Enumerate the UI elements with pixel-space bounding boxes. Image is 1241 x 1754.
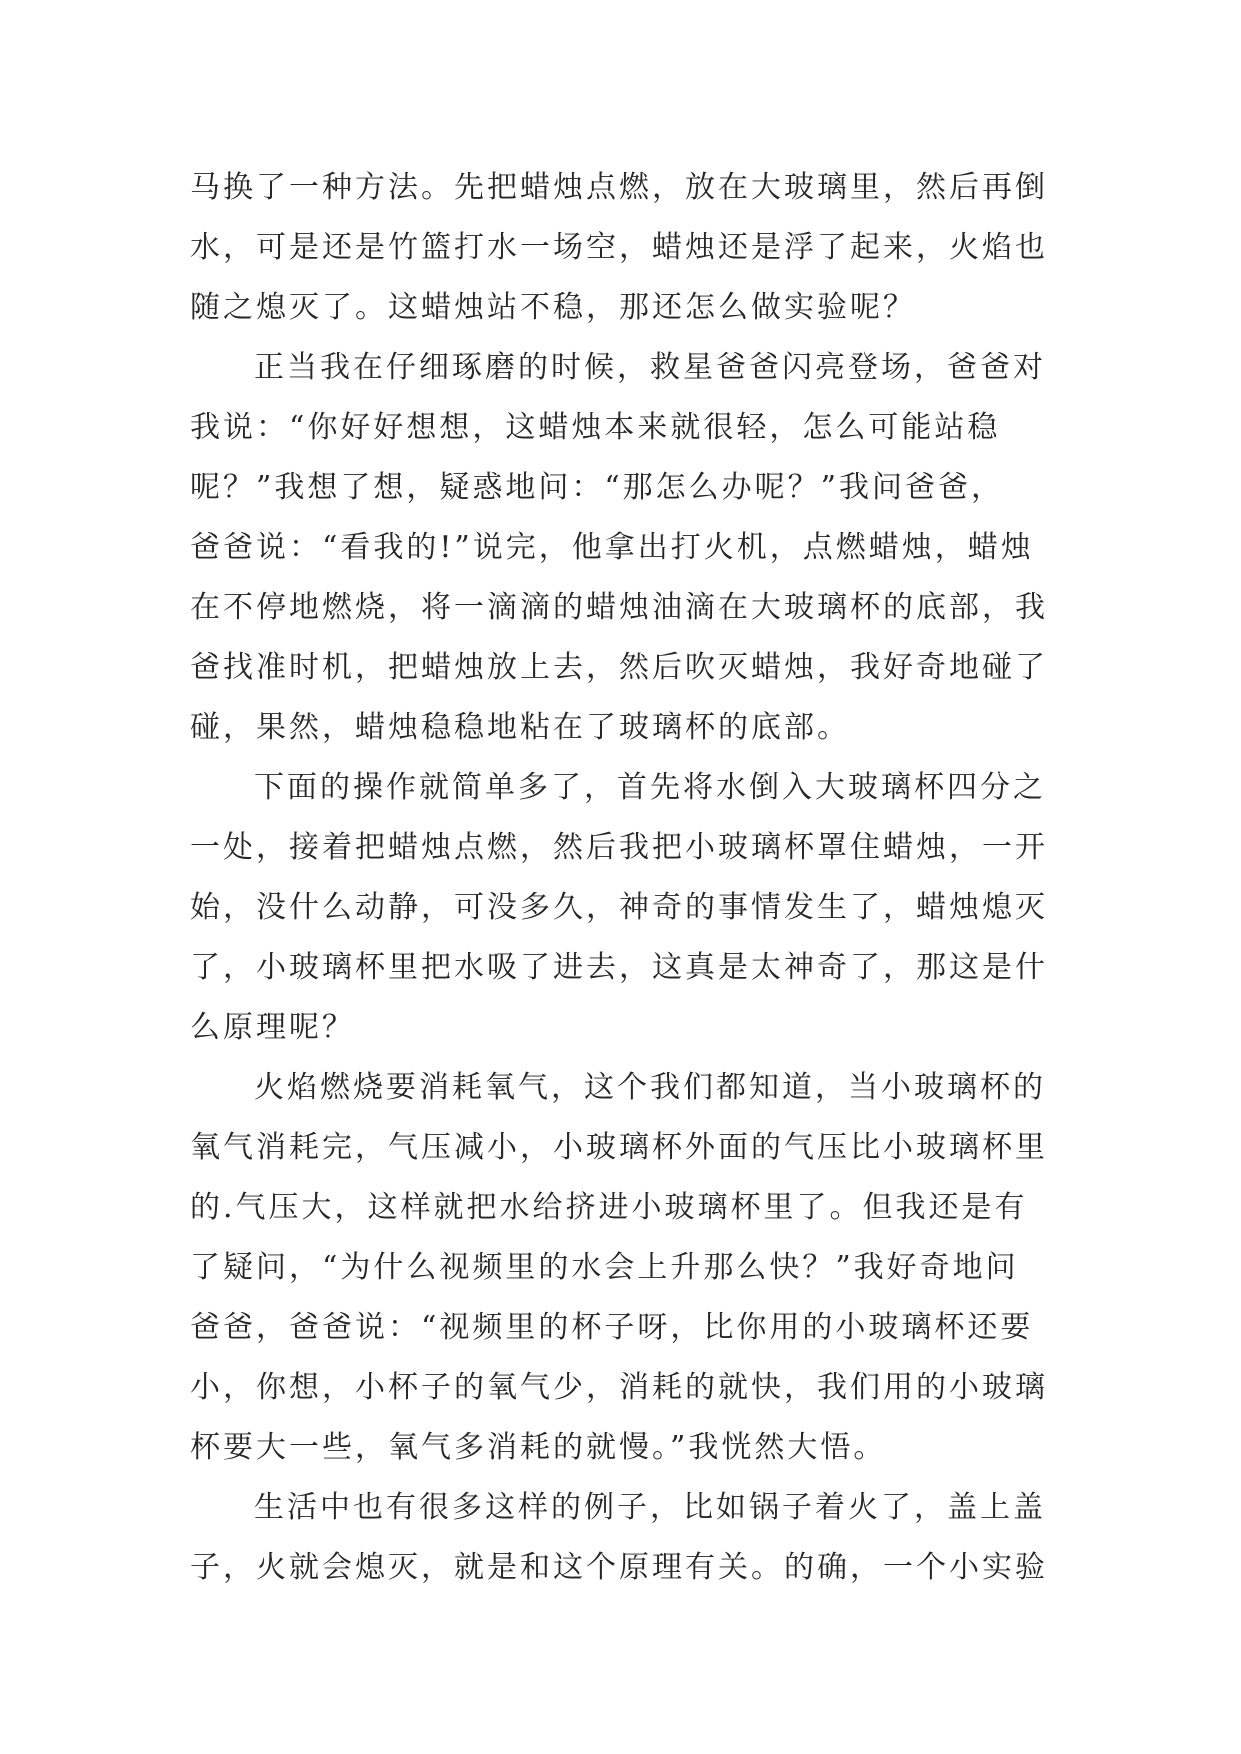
text-line: 水，可是还是竹篮打水一场空，蜡烛还是浮了起来，火焰也 [190, 230, 1048, 265]
text-line: 爸爸，爸爸说：“视频里的杯子呀，比你用的小玻璃杯还要 [190, 1310, 1034, 1345]
text-line: 在不停地燃烧，将一滴滴的蜡烛油滴在大玻璃杯的底部，我 [190, 590, 1048, 625]
text-line: 的.气压大，这样就把水给挤进小玻璃杯里了。但我还是有 [190, 1190, 1028, 1225]
text-line: 马换了一种方法。先把蜡烛点燃，放在大玻璃里，然后再倒 [190, 170, 1048, 205]
body-text [190, 158, 1050, 1598]
text-line: 始，没什么动静，可没多久，神奇的事情发生了，蜡烛熄灭 [190, 890, 1048, 925]
paragraph [190, 158, 1050, 338]
text-line: 小，你想，小杯子的氧气少，消耗的就快，我们用的小玻璃 [190, 1370, 1048, 1405]
text-line: 生活中也有很多这样的例子，比如锅子着火了，盖上盖 [254, 1490, 1046, 1525]
text-line: 随之熄灭了。这蜡烛站不稳，那还怎么做实验呢？ [190, 290, 916, 325]
text-line: 正当我在仔细琢磨的时候，救星爸爸闪亮登场，爸爸对 [254, 350, 1046, 385]
paragraph [190, 338, 1050, 758]
text-line: 子，火就会熄灭，就是和这个原理有关。的确，一个小实验 [190, 1550, 1048, 1585]
text-line: 爸爸说：“看我的!”说完，他拿出打火机，点燃蜡烛，蜡烛 [190, 530, 1034, 565]
paragraph [190, 1058, 1050, 1478]
text-line: 爸找准时机，把蜡烛放上去，然后吹灭蜡烛，我好奇地碰了 [190, 650, 1048, 685]
text-line: 碰，果然，蜡烛稳稳地粘在了玻璃杯的底部。 [190, 710, 850, 745]
text-line: 火焰燃烧要消耗氧气，这个我们都知道，当小玻璃杯的 [254, 1070, 1046, 1105]
text-line: 我说：“你好好想想，这蜡烛本来就很轻，怎么可能站稳 [190, 410, 1001, 445]
text-line: 了，小玻璃杯里把水吸了进去，这真是太神奇了，那这是什 [190, 950, 1048, 985]
paragraph [190, 758, 1050, 1058]
text-line: 下面的操作就简单多了，首先将水倒入大玻璃杯四分之 [254, 770, 1046, 805]
text-line: 了疑问，“为什么视频里的水会上升那么快？”我好奇地问 [190, 1250, 1019, 1285]
text-line: 杯要大一些，氧气多消耗的就慢。”我恍然大悟。 [190, 1430, 887, 1465]
text-line: 氧气消耗完，气压减小，小玻璃杯外面的气压比小玻璃杯里 [190, 1130, 1048, 1165]
text-line: 么原理呢？ [190, 1010, 355, 1045]
text-line: 呢？”我想了想，疑惑地问：“那怎么办呢？”我问爸爸， [190, 470, 1005, 505]
paragraph [190, 1478, 1050, 1598]
text-line: 一处，接着把蜡烛点燃，然后我把小玻璃杯罩住蜡烛，一开 [190, 830, 1048, 865]
